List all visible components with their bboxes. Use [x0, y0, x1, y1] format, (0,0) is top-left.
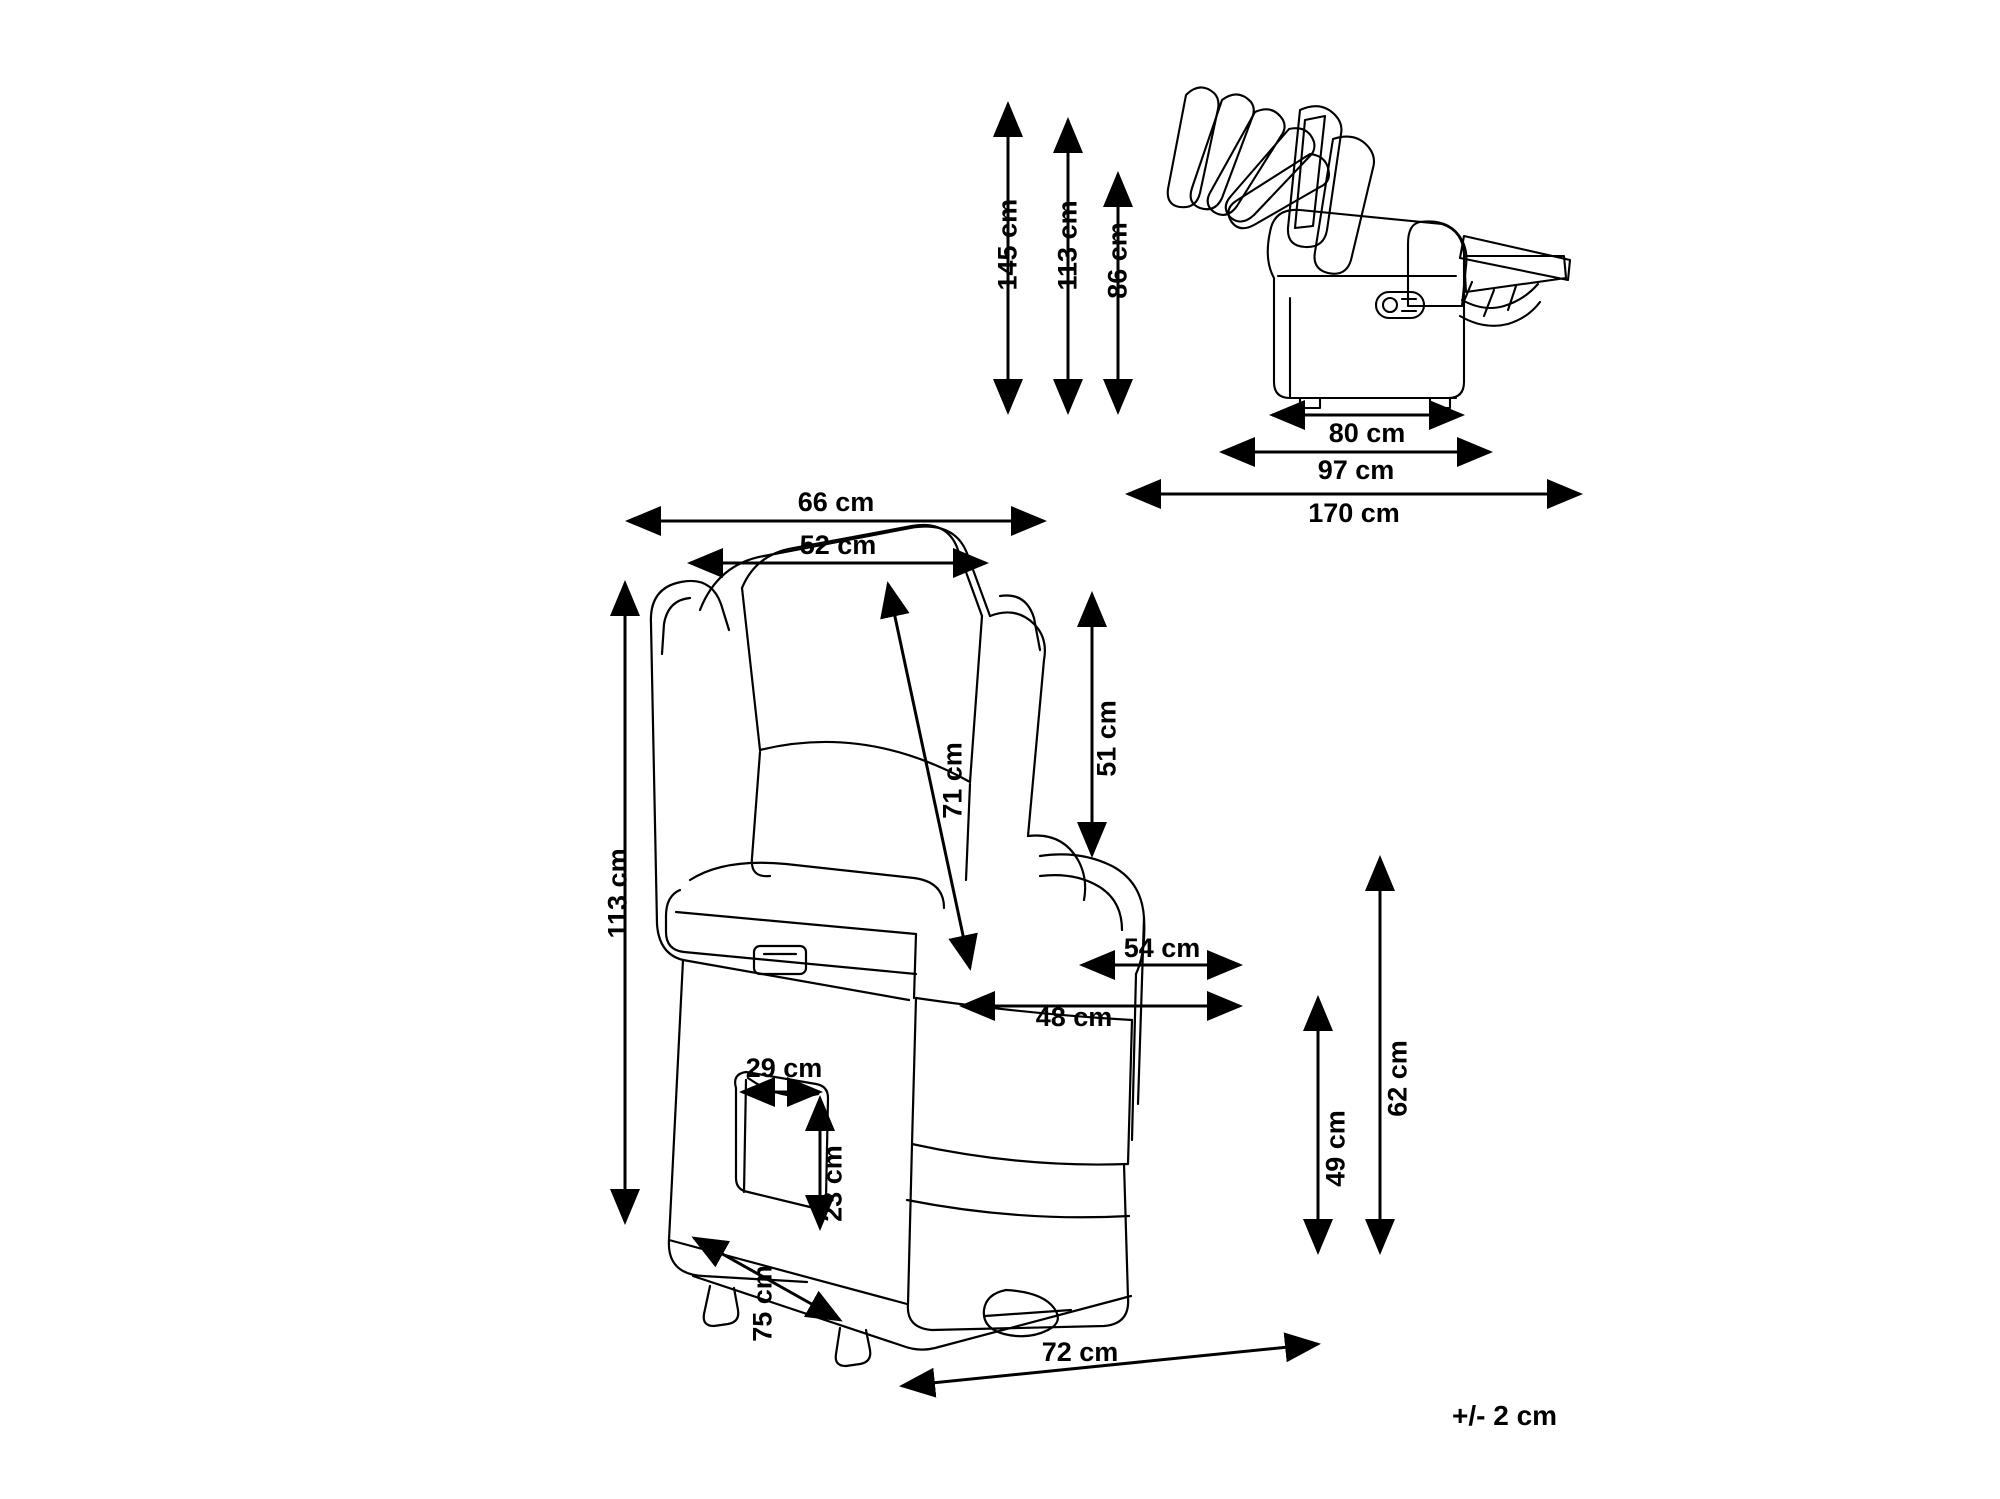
dimension-label-113cm-front: 113 cm — [602, 848, 633, 939]
dimension-label-145cm: 145 cm — [992, 198, 1023, 291]
tolerance-note: +/- 2 cm — [1452, 1400, 1558, 1431]
dimension-label-29cm: 29 cm — [745, 1053, 823, 1083]
dimension-label-48cm: 48 cm — [1035, 1002, 1113, 1032]
dimension-label-80cm: 80 cm — [1328, 418, 1406, 448]
dimension-label-54cm: 54 cm — [1123, 933, 1201, 963]
side-view-reclined-illustration — [1168, 87, 1570, 408]
dimension-label-113cm-side: 113 cm — [1052, 200, 1083, 291]
dimension-label-97cm: 97 cm — [1317, 455, 1395, 485]
dimension-label-72cm: 72 cm — [1041, 1337, 1119, 1367]
front-perspective-illustration — [651, 525, 1144, 1366]
dimension-label-49cm: 49 cm — [1320, 1110, 1351, 1187]
dimension-label-66cm: 66 cm — [797, 487, 875, 517]
dimension-label-52cm: 52 cm — [799, 530, 877, 560]
dimension-label-51cm: 51 cm — [1091, 700, 1122, 777]
dimension-label-23cm: 23 cm — [817, 1145, 848, 1222]
front-view-dimension-lines — [625, 521, 1380, 1386]
dimension-label-170cm: 170 cm — [1308, 498, 1400, 528]
dimension-label-75cm: 75 cm — [747, 1265, 778, 1342]
dimension-label-71cm: 71 cm — [937, 742, 968, 819]
dimension-label-86cm: 86 cm — [1102, 222, 1133, 299]
dimension-label-62cm: 62 cm — [1382, 1040, 1413, 1117]
